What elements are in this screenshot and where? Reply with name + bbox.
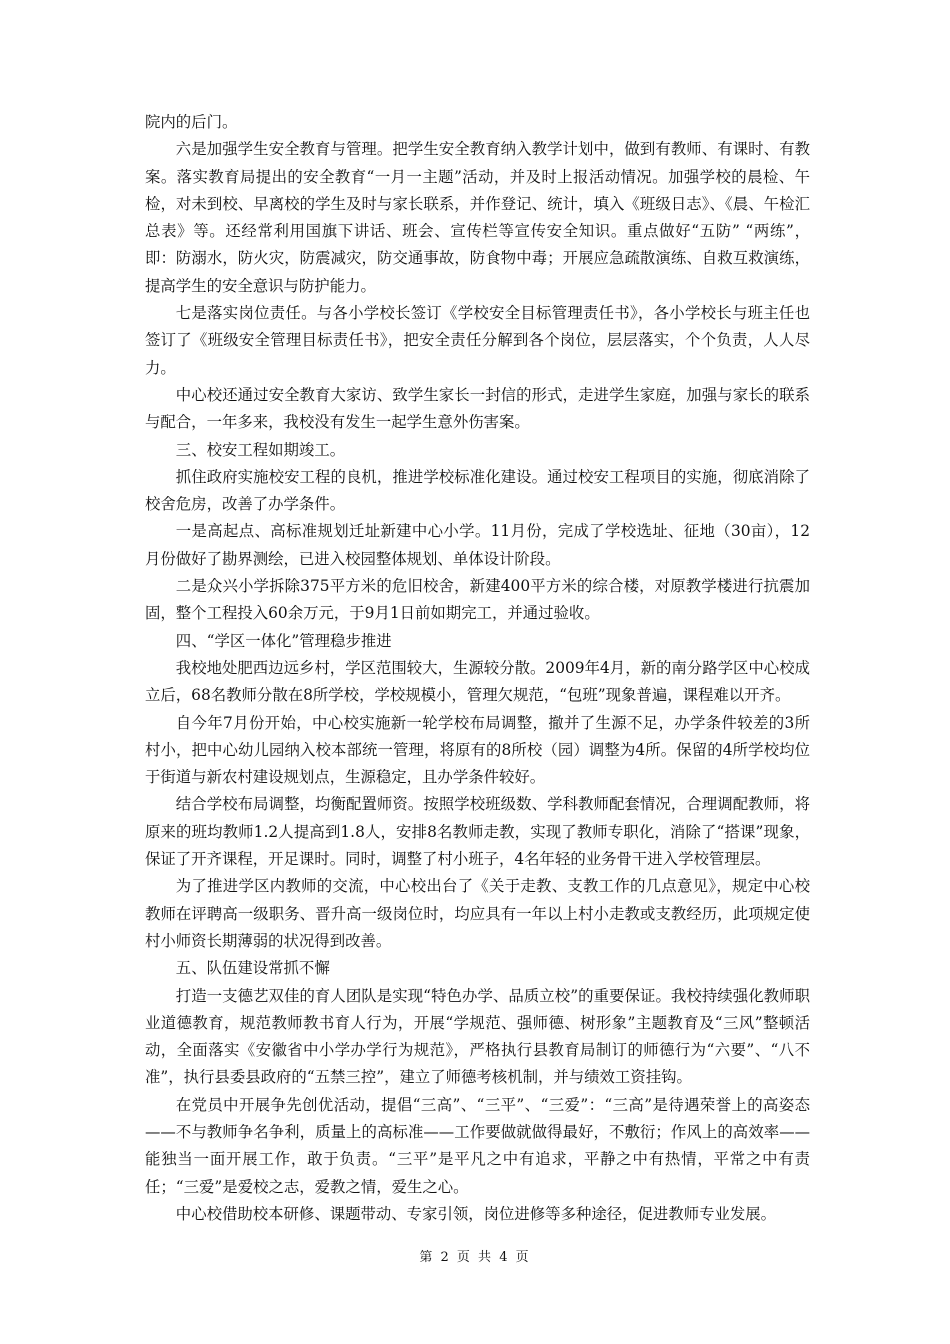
section-heading-5: 五、队伍建设常抓不懈 <box>175 959 330 978</box>
body-text <box>145 109 810 1228</box>
paragraph-teacher-allocation: 结合学校布局调整，均衡配置师资。按照学校班级数、学科教师配套情况，合理调配教师，将原来的班均教师1.2人提高到1.8人，安排8名教师走教，实现了教师专职化，消除了“搭课”现象，保证了开齐课程，开足课时。同时，调整了村小班子，4名年轻的业务骨干进入学校管理层。 <box>145 795 810 869</box>
paragraph-district-overview: 我校地处肥西边远乡村，学区范围较大，生源较分散。2009年4月，新的南分路学区中心校成立后，68名教师分散在8所学校，学校规模小，管理欠规范，“包班”现象普遍，课程难以开齐。 <box>145 658 810 705</box>
paragraph-new-central-school: 一是高起点、高标准规划迁址新建中心小学。11月份，完成了学校选址、征地（30亩），12月份做好了勘界测绘，已进入校园整体规划、单体设计阶段。 <box>145 522 810 568</box>
paragraph-continuation: 院内的后门。 <box>145 113 238 131</box>
paragraph-school-safety-project: 抓住政府实施校安工程的良机，推进学校标准化建设。通过校安工程项目的实施，彻底消除了校舍危房，改善了办学条件。 <box>145 467 810 514</box>
section-heading-4: 四、“学区一体化”管理稳步推进 <box>175 631 392 650</box>
paragraph-post-responsibility: 七是落实岗位责任。与各小学校长签订《学校安全目标管理责任书》，各小学校长与班主任也签订了《班级安全管理目标责任书》，把安全责任分解到各个岗位，层层落实，个个负责，人人尽力。 <box>145 304 810 377</box>
paragraph-safety-education: 六是加强学生安全教育与管理。把学生安全教育纳入教学计划中，做到有教师、有课时、有教案。落实教育局提出的安全教育“一月一主题”活动，并及时上报活动情况。加强学校的晨检、午检，对未到校、早离校的学生及时与家长联系，并作登记、统计，填入《班级日志》、《晨、午检汇总表》等。还经常利用国旗下讲话、班会、宣传栏等宣传安全知识。重点做好“五防” “两练”，即：防溺水，防火灾，防震减灾，防交通事故，防食物中毒；开展应急疏散演练、自救互救演练，提高学生的安全意识与防护能力。 <box>145 140 810 295</box>
paragraph-teacher-ethics: 打造一支德艺双佳的育人团队是实现“特色办学、品质立校”的重要保证。我校持续强化教师职业道德教育，规范教师教书育人行为，开展“学规范、强师德、树形象”主题教育及“三风”整顿活动，全面落实《安徽省中小学办学行为规范》，严格执行县教育局制订的师德行为“六要”、“八不准”，执行县委县政府的“五禁三控”，建立了师德考核机制，并与绩效工资挂钩。 <box>145 986 810 1087</box>
paragraph-layout-adjustment: 自今年7月份开始，中心校实施新一轮学校布局调整，撤并了生源不足，办学条件较差的3所村小，把中心幼儿园纳入校本部统一管理，将原有的8所校（园）调整为4所。保留的4所学校均位于街道与新农村建设规划点，生源稳定，且办学条件较好。 <box>145 713 810 787</box>
page-footer: 第 2 页 共 4 页 <box>419 1250 531 1265</box>
paragraph-teacher-exchange: 为了推进学区内教师的交流，中心校出台了《关于走教、支教工作的几点意见》，规定中心校教师在评聘高一级职务、晋升高一级岗位时，均应具有一年以上村小走教或支教经历，此项规定使村小师资长期薄弱的状况得到改善。 <box>145 877 810 950</box>
paragraph-party-members: 在党员中开展争先创优活动，提倡“三高”、“三平”、“三爱”：“三高”是待遇荣誉上的高姿态——不与教师争名争利，质量上的高标准——工作要做就做得最好，不敷衍；作风上的高效率——能独当一面开展工作，敢于负责。“三平”是平凡之中有追求，平静之中有热情，平常之中有责任；“三爱”是爱校之志，爱教之情，爱生之心。 <box>145 1095 810 1196</box>
paragraph-professional-development: 中心校借助校本研修、课题带动、专家引领，岗位进修等多种途径，促进教师专业发展。 <box>175 1204 777 1223</box>
paragraph-zhongxing-school: 二是众兴小学拆除375平方米的危旧校舍，新建400平方米的综合楼，对原教学楼进行抗震加固，整个工程投入60余万元，于9月1日前如期完工，并通过验收。 <box>145 577 810 623</box>
paragraph-home-visits: 中心校还通过安全教育大家访、致学生家长一封信的形式，走进学生家庭，加强与家长的联系与配合，一年多来，我校没有发生一起学生意外伤害案。 <box>145 385 810 432</box>
section-heading-3: 三、校安工程如期竣工。 <box>175 440 346 459</box>
